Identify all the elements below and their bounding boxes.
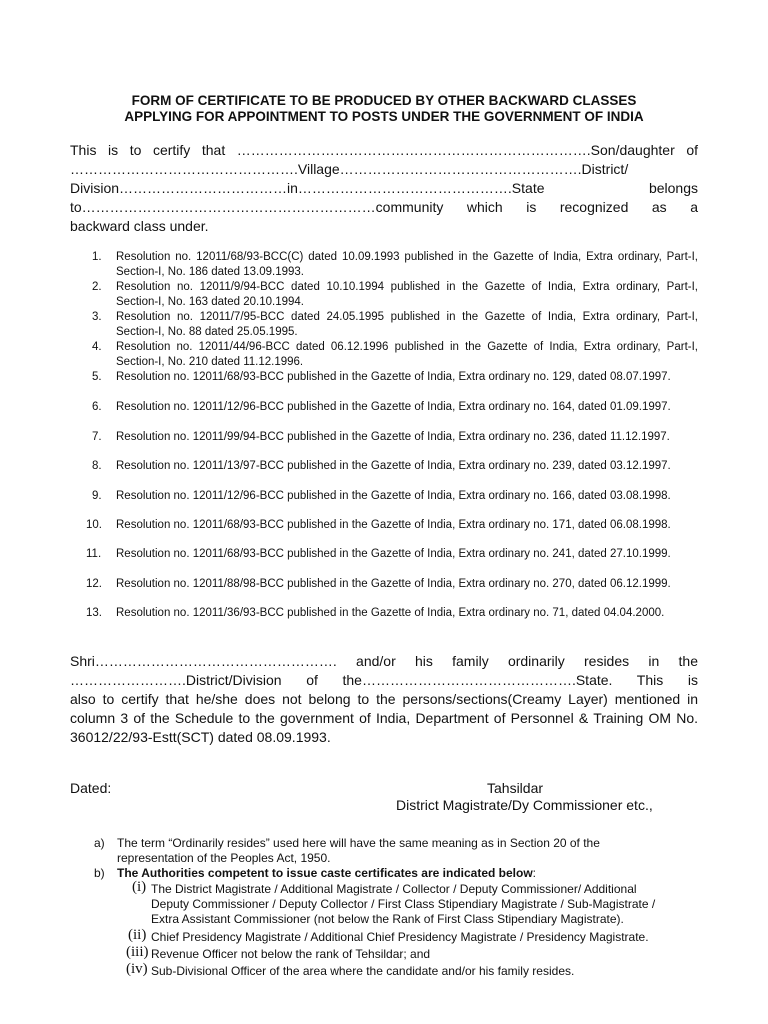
resolution-number: 9. [92, 490, 102, 502]
resolution-item [92, 430, 698, 445]
intro-line-1: This is to certify that ………………………………………………………………….Son/daughter of [70, 142, 698, 158]
resolution-text: Resolution no. 12011/44/96-BCC dated 06.12.1996 published in the Gazette of India, Extra ordinary, Part-I, Section-I, No. 210 dated 11.12.1996. [116, 341, 698, 368]
resolution-number: 10. [86, 519, 102, 531]
residence-line-1: Shri……………………………………………. and/or his family ordinarily resides in the [70, 653, 698, 669]
resolution-item [92, 310, 698, 340]
resolution-item [92, 340, 698, 370]
authority-item-text: Revenue Officer not below the rank of Tehsildar; and [151, 947, 431, 961]
resolution-text: Resolution no. 12011/7/95-BCC dated 24.05.1995 published in the Gazette of India, Extra ordinary, Part-I, Section-I, No. 88 dated 25.05.1995. [116, 311, 698, 338]
resolution-text: Resolution no. 12011/88/98-BCC published in the Gazette of India, Extra ordinary no. 270, dated 06.12.1999. [116, 578, 671, 590]
resolution-number: 6. [92, 401, 102, 413]
resolution-text: Resolution no. 12011/12/96-BCC published in the Gazette of India, Extra ordinary no. 164, dated 01.09.1997. [116, 401, 671, 413]
dated-label: Dated: [70, 780, 112, 796]
resolution-item [92, 280, 698, 310]
intro-line-5: backward class under. [70, 218, 209, 234]
resolution-item [92, 370, 698, 385]
authority-number: (ii) [128, 927, 147, 943]
resolution-text: Resolution no. 12011/9/94-BCC dated 10.10.1994 published in the Gazette of India, Extra ordinary, Part-I, Section-I, No. 163 dated 20.10.1994. [116, 281, 698, 308]
resolution-number: 5. [92, 371, 102, 383]
authority-item-text: Extra Assistant Commissioner (not below the Rank of First Class Stipendiary Magistrate). [151, 912, 624, 926]
resolution-item [92, 489, 698, 504]
resolution-number: 13. [86, 607, 102, 619]
residence-line-4: column 3 of the Schedule to the government of India, Department of Personnel & Training OM No. [70, 710, 698, 726]
authority-item-text: The District Magistrate / Additional Magistrate / Collector / Deputy Commissioner/ Additional [151, 882, 637, 896]
tahsildar-label: Tahsildar [487, 780, 544, 796]
form-title-line-1: FORM OF CERTIFICATE TO BE PRODUCED BY OTHER BACKWARD CLASSES [131, 93, 637, 108]
resolution-item [92, 459, 698, 474]
note-a-line-2: representation of the Peoples Act, 1950. [117, 851, 331, 865]
resolution-text: Resolution no. 12011/99/94-BCC published in the Gazette of India, Extra ordinary no. 236, dated 11.12.1997. [116, 431, 670, 443]
resolution-text: Resolution no. 12011/68/93-BCC published in the Gazette of India, Extra ordinary no. 129, dated 08.07.1997. [116, 371, 671, 383]
intro-line-4: to………………………………………………………community which is recognized as a [70, 199, 698, 215]
residence-line-3: also to certify that he/she does not belong to the persons/sections(Creamy Layer) mentioned in [70, 691, 698, 707]
note-a-line-1: The term “Ordinarily resides” used here will have the same meaning as in Section 20 of the [117, 836, 600, 850]
authority-number: (iii) [126, 944, 149, 960]
resolution-number: 8. [92, 460, 102, 472]
intro-line-2: ………………………………………….Village…………………………………………….District/ [70, 161, 629, 177]
resolution-number: 4. [92, 341, 102, 353]
resolution-item [92, 400, 698, 415]
resolution-item [86, 547, 698, 562]
resolution-text: Resolution no. 12011/13/97-BCC published in the Gazette of India, Extra ordinary no. 239, dated 03.12.1997. [116, 460, 671, 472]
authority-number: (iv) [126, 961, 148, 977]
note-b-marker: b) [94, 866, 105, 880]
note-b-heading [117, 866, 536, 881]
form-title-line-2: APPLYING FOR APPOINTMENT TO POSTS UNDER THE GOVERNMENT OF INDIA [124, 109, 644, 124]
resolution-number: 12. [86, 578, 102, 590]
resolution-item [86, 518, 698, 533]
authority-item-text: Sub-Divisional Officer of the area where the candidate and/or his family resides. [151, 964, 575, 978]
issuing-authority-label: District Magistrate/Dy Commissioner etc., [396, 797, 653, 813]
resolution-text: Resolution no. 12011/68/93-BCC(C) dated 10.09.1993 published in the Gazette of India, Extra ordinary, Part-I, Section-I, No. 186 dated 13.09.1993. [116, 251, 698, 278]
resolution-number: 11. [86, 548, 102, 560]
residence-line-5: 36012/22/93-Estt(SCT) dated 08.09.1993. [70, 729, 331, 745]
residence-line-2: …………………….District/Division of the……………………………………….State. This is [70, 672, 698, 688]
resolution-item [86, 577, 698, 592]
resolution-item [92, 250, 698, 280]
resolution-number: 2. [92, 281, 102, 293]
note-a-marker: a) [94, 836, 105, 850]
authority-item-text: Deputy Commissioner / Deputy Collector / First Class Stipendiary Magistrate / Sub-Magistrate / [151, 897, 656, 911]
resolution-text: Resolution no. 12011/36/93-BCC published in the Gazette of India, Extra ordinary no. 71, dated 04.04.2000. [116, 607, 665, 619]
resolution-text: Resolution no. 12011/12/96-BCC published in the Gazette of India, Extra ordinary no. 166, dated 03.08.1998. [116, 490, 671, 502]
authority-item-text: Chief Presidency Magistrate / Additional Chief Presidency Magistrate / Presidency Magistrate. [151, 930, 649, 944]
note-b-colon: : [532, 866, 537, 880]
resolution-number: 1. [92, 251, 102, 263]
resolution-number: 7. [92, 431, 102, 443]
resolution-item [86, 606, 698, 621]
authority-number: (i) [132, 879, 147, 895]
intro-line-3: Division………………………………in……………………………………….State belongs [70, 180, 698, 196]
resolution-text: Resolution no. 12011/68/93-BCC published in the Gazette of India, Extra ordinary no. 171, dated 06.08.1998. [116, 519, 671, 531]
resolution-number: 3. [92, 311, 102, 323]
resolution-text: Resolution no. 12011/68/93-BCC published in the Gazette of India, Extra ordinary no. 241, dated 27.10.1999. [116, 548, 671, 560]
note-b-heading-text: The Authorities competent to issue caste certificates are indicated below [117, 866, 533, 880]
